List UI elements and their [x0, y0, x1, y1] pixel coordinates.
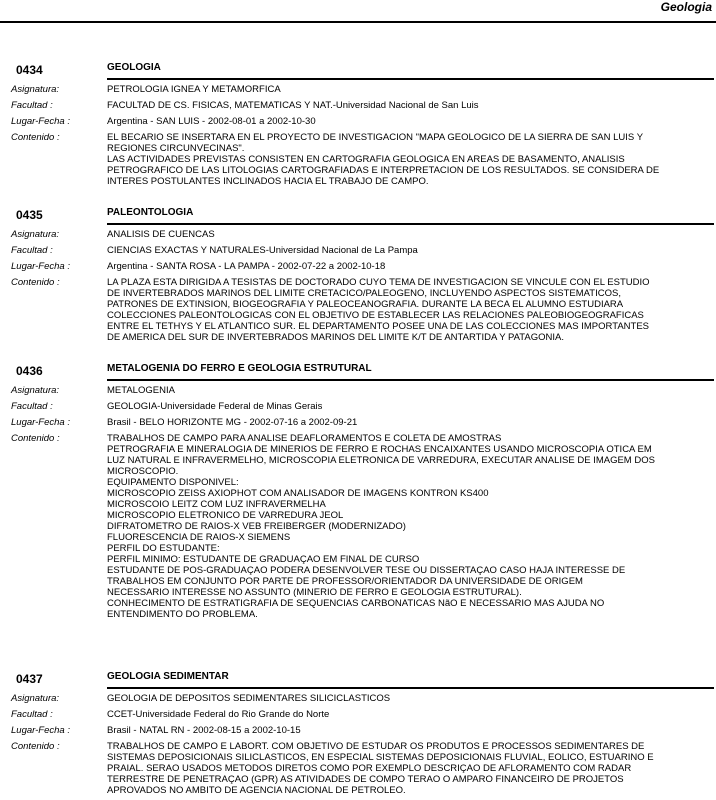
contenido-line: PETROGRAFIA E MINERALOGIA DE MINERIOS DE FERRO E ROCHAS ENCAIXANTES USANDO MICROSCOPIA OTICA EM [107, 444, 652, 455]
entry-title: GEOLOGIA [107, 62, 161, 73]
contenido-line: INTERES POSTULANTES INCLINADOS HACIA EL TRABAJO DE CAMPO. [107, 176, 429, 187]
contenido-line: SISTEMAS DEPOSICIONAIS SILICLASTICOS, EN ESPECIAL SISTEMAS DEPOSICIONAIS FLUVIAL, EOLICO, ESTUARINO E [107, 752, 654, 763]
lugar-fecha-label: Lugar-Fecha : [11, 261, 70, 272]
contenido-line: ENTRE EL TETHYS Y EL ATLANTICO SUR. EL DEPARTAMENTO POSEE UNA DE LAS COLECCIONES MAS IMPORTANTES [107, 321, 649, 332]
asignatura-label: Asignatura: [11, 84, 60, 95]
facultad-label: Facultad : [11, 245, 53, 256]
facultad-label: Facultad : [11, 100, 53, 111]
contenido-text [107, 741, 710, 796]
entry-code: 0436 [16, 364, 43, 378]
contenido-label: Contenido : [11, 741, 60, 752]
facultad-value: FACULTAD DE CS. FISICAS, MATEMATICAS Y NAT.-Universidad Nacional de San Luis [107, 100, 479, 111]
contenido-line: MICROSCOPIO ELETRONICO DE VARREDURA JEOL [107, 510, 344, 521]
facultad-value: CCET-Universidade Federal do Rio Grande do Norte [107, 709, 330, 720]
facultad-value: CIENCIAS EXACTAS Y NATURALES-Universidad Nacional de La Pampa [107, 245, 418, 256]
facultad-label: Facultad : [11, 709, 53, 720]
entry-code: 0435 [16, 208, 43, 222]
lugar-fecha-label: Lugar-Fecha : [11, 417, 70, 428]
contenido-line: PETROGRAFICO DE LAS LITOLOGIAS CARTOGRAFIADAS E INTERPRETACION DE LOS RESULTADOS. SE CONSIDERA DE [107, 165, 660, 176]
contenido-line: EQUIPAMENTO DISPONIVEL: [107, 477, 239, 488]
lugar-fecha-value: Brasil - BELO HORIZONTE MG - 2002-07-16 a 2002-09-21 [107, 417, 358, 428]
contenido-line: LAS ACTIVIDADES PREVISTAS CONSISTEN EN CARTOGRAFIA GEOLOGICA EN AREAS DE BASAMENTO, ANALISIS [107, 154, 625, 165]
lugar-fecha-value: Brasil - NATAL RN - 2002-08-15 a 2002-10-15 [107, 725, 301, 736]
contenido-line: NECESSARIO INTERESSE NO ASSUNTO (MINERIO DE FERRO E GEOLOGIA ESTRUTURAL). [107, 587, 522, 598]
entry-code: 0437 [16, 672, 43, 686]
contenido-line: PERFIL MINIMO: ESTUDANTE DE GRADUAÇAO EM FINAL DE CURSO [107, 554, 420, 565]
entry-code: 0434 [16, 63, 43, 77]
contenido-line: PRAIAL. SERAO USADOS METODOS DIRETOS COMO POR EXEMPLO DESCRIÇAO DE AFLORAMENTO COM RADAR [107, 763, 632, 774]
contenido-label: Contenido : [11, 433, 60, 444]
entry-title: PALEONTOLOGIA [107, 207, 194, 218]
contenido-line: TRABALHOS DE CAMPO E LABORT. COM OBJETIVO DE ESTUDAR OS PRODUTOS E PROCESSOS SEDIMENTARES DE [107, 741, 645, 752]
contenido-line: PATRONES DE EXTINSION, BIOGEOGRAFIA Y PALEOCEANOGRAFIA. DURANTE LA BECA EL ALUMNO ESTUDIARA [107, 299, 624, 310]
lugar-fecha-label: Lugar-Fecha : [11, 116, 70, 127]
contenido-line: MICROSCOPIO. [107, 466, 179, 477]
facultad-value: GEOLOGIA-Universidade Federal de Minas Gerais [107, 401, 323, 412]
entry-rule [107, 379, 714, 381]
contenido-line: DIFRATOMETRO DE RAIOS-X VEB FREIBERGER (MODERNIZADO) [107, 521, 406, 532]
contenido-line: CONHECIMENTO DE ESTRATIGRAFIA DE SEQUENCIAS CARBONATICAS NãO E NECESSARIO MAS AJUDA NO [107, 598, 605, 609]
contenido-line: APROVADOS NO AMBITO DE AGENCIA NACIONAL DE PETROLEO. [107, 785, 406, 796]
contenido-line: FLUORESCENCIA DE RAIOS-X SIEMENS [107, 532, 291, 543]
contenido-label: Contenido : [11, 277, 60, 288]
entry-rule [107, 78, 714, 80]
asignatura-value: PETROLOGIA IGNEA Y METAMORFICA [107, 84, 281, 95]
contenido-line: REGIONES CIRCUNVECINAS". [107, 143, 245, 154]
contenido-text [107, 132, 710, 187]
contenido-text [107, 433, 710, 620]
contenido-line: LA PLAZA ESTA DIRIGIDA A TESISTAS DE DOCTORADO CUYO TEMA DE INVESTIGACION SE VINCULE CON EL ESTUDIO [107, 277, 650, 288]
lugar-fecha-value: Argentina - SAN LUIS - 2002-08-01 a 2002-10-30 [107, 116, 316, 127]
contenido-line: PERFIL DO ESTUDANTE: [107, 543, 220, 554]
contenido-line: TERRESTRE DE PENETRAÇAO (GPR) AS ATIVIDADES DE COMPO TERAO O AMPARO FINANCEIRO DE PROJETOS [107, 774, 624, 785]
asignatura-label: Asignatura: [11, 693, 60, 704]
asignatura-value: METALOGENIA [107, 385, 175, 396]
asignatura-value: GEOLOGIA DE DEPOSITOS SEDIMENTARES SILICICLASTICOS [107, 693, 391, 704]
asignatura-label: Asignatura: [11, 229, 60, 240]
contenido-line: LUZ NATURAL E INFRAVERMELHO, MICROSCOPIA ELETRONICA DE VARREDURA, EXECUTAR ANALISE DE IMAGEM DOS [107, 455, 655, 466]
contenido-label: Contenido : [11, 132, 60, 143]
contenido-text [107, 277, 710, 343]
header-rule [0, 21, 716, 23]
contenido-line: TRABALHOS EM CONJUNTO POR PARTE DE PROFESSOR/ORIENTADOR DA UNIVERSIDADE DE ORIGEM [107, 576, 583, 587]
entry-rule [107, 223, 714, 225]
contenido-line: DE AMERICA DEL SUR DE INVERTEBRADOS MARINOS DEL LIMITE K/T DE ANTARTIDA Y PATAGONIA. [107, 332, 564, 343]
page-header-title: Geologia [660, 0, 712, 14]
entry-title: METALOGENIA DO FERRO E GEOLOGIA ESTRUTURAL [107, 363, 372, 374]
contenido-line: MICROSCOIO LEITZ COM LUZ INFRAVERMELHA [107, 499, 326, 510]
contenido-line: DE INVERTEBRADOS MARINOS DEL LIMITE CRETACICO/PALEOGENO, INCLUYENDO ASPECTOS SISTEMATICOS, [107, 288, 621, 299]
contenido-line: ESTUDANTE DE POS-GRADUAÇAO PODERA DESENVOLVER TESE OU DISSERTAÇAO CASO HAJA INTERESSE DE [107, 565, 626, 576]
asignatura-value: ANALISIS DE CUENCAS [107, 229, 215, 240]
entry-title: GEOLOGIA SEDIMENTAR [107, 671, 229, 682]
contenido-line: TRABALHOS DE CAMPO PARA ANALISE DEAFLORAMENTOS E COLETA DE AMOSTRAS [107, 433, 502, 444]
contenido-line: COLECCIONES PALEONTOLOGICAS CON EL OBJETIVO DE ESTABLECER LAS RELACIONES PALEOBIOGEOGRAFICAS [107, 310, 644, 321]
entry-rule [107, 687, 714, 689]
contenido-line: MICROSCOPIO ZEISS AXIOPHOT COM ANALISADOR DE IMAGENS KONTRON KS400 [107, 488, 489, 499]
facultad-label: Facultad : [11, 401, 53, 412]
lugar-fecha-label: Lugar-Fecha : [11, 725, 70, 736]
asignatura-label: Asignatura: [11, 385, 60, 396]
contenido-line: ENTENDIMENTO DO PROBLEMA. [107, 609, 258, 620]
lugar-fecha-value: Argentina - SANTA ROSA - LA PAMPA - 2002-07-22 a 2002-10-18 [107, 261, 386, 272]
contenido-line: EL BECARIO SE INSERTARA EN EL PROYECTO DE INVESTIGACION "MAPA GEOLOGICO DE LA SIERRA DE SAN LUIS Y [107, 132, 644, 143]
